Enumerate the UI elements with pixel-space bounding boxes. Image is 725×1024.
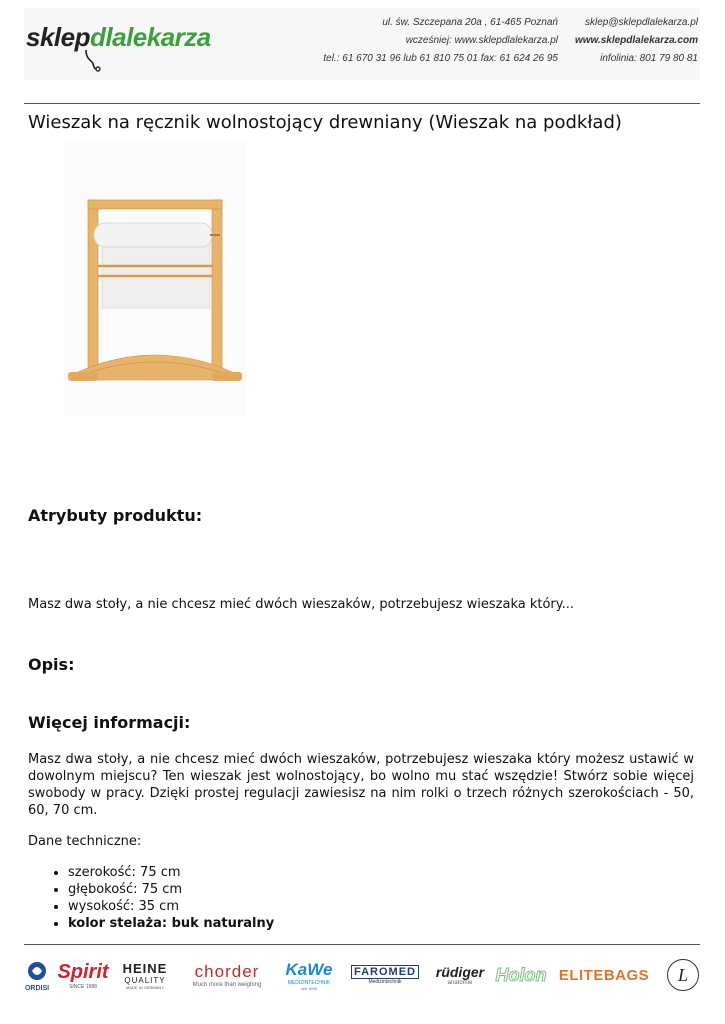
- more-info-heading: Więcej informacji:: [28, 713, 191, 732]
- website-link[interactable]: www.sklepdlalekarza.com: [574, 35, 698, 46]
- attributes-summary: Masz dwa stoły, a nie chcesz mieć dwóch wieszaków, potrzebujesz wieszaka który...: [28, 597, 575, 612]
- page-header: [24, 8, 700, 80]
- brand-spirit[interactable]: [56, 950, 110, 1000]
- chorder-text: chorder: [194, 962, 260, 981]
- brand-logos-bar: [24, 950, 700, 1000]
- tech-specs-list: [48, 864, 274, 932]
- description-heading: Opis:: [28, 655, 75, 674]
- heine-sub2-text: MADE IN GERMANY: [125, 984, 164, 990]
- infoline-text: infolinia: 801 79 80 81: [600, 53, 698, 64]
- spirit-text: Spirit: [57, 960, 109, 983]
- contact-online-block: [575, 14, 698, 68]
- spirit-sub-text: SINCE 1988: [69, 983, 97, 990]
- faromed-text: FAROMED: [351, 965, 419, 979]
- heine-text: HEINE: [122, 960, 168, 976]
- kawe-sub-text: MEDIZINTECHNIK: [287, 979, 331, 986]
- brand-heine[interactable]: [118, 950, 172, 1000]
- spec-width: • szerokość: 75 cm: [68, 864, 274, 881]
- shop-logo[interactable]: [26, 22, 211, 53]
- l-seal-text: L: [677, 964, 688, 985]
- more-info-paragraph: Masz dwa stoły, a nie chcesz mieć dwóch wieszaków, potrzebujesz wieszaka który możesz ustawić w dowolnym miejscu? Ten wieszak jest wolnostojący, bo wolno mu stać wszędzie! Stwórz sobie więcej swobody w pracy. Dzięki prostej regulacji zawiesisz na nim rolki o trzech różnych szerokościach - 50, 60, 70 cm.: [28, 752, 694, 818]
- footer-divider: [24, 944, 700, 945]
- elitebags-text: ELITEBAGS: [558, 966, 650, 984]
- heine-sub-text: QUALITY: [124, 975, 166, 985]
- contact-address-block: [323, 14, 558, 68]
- brand-elitebags[interactable]: [554, 950, 654, 1000]
- brand-faromed[interactable]: [346, 950, 424, 1000]
- logo-text-skle: skle: [26, 22, 75, 52]
- ordisi-text: ORDISI: [24, 984, 50, 992]
- brand-kawe[interactable]: [282, 950, 336, 1000]
- header-divider: [24, 103, 700, 104]
- email-link[interactable]: sklep@sklepdlalekarza.pl: [585, 17, 698, 28]
- brand-chorder[interactable]: [182, 950, 272, 1000]
- brand-l-seal[interactable]: [666, 950, 700, 1000]
- brand-holon[interactable]: [496, 950, 546, 1000]
- brand-rudiger[interactable]: [434, 950, 486, 1000]
- rudiger-sub-text: anatomie: [447, 980, 473, 986]
- product-image: [64, 140, 246, 416]
- tech-data-label: Dane techniczne:: [28, 834, 142, 849]
- product-title: Wieszak na ręcznik wolnostojący drewniany (Wieszak na podkład): [28, 112, 622, 133]
- address-text: ul. św. Szczepana 20a , 61-465 Poznań: [382, 17, 558, 28]
- spec-color: • kolor stelaża: buk naturalny: [68, 915, 274, 932]
- kawe-text: KaWe: [285, 959, 333, 979]
- logo-text-p: p: [74, 22, 90, 52]
- chorder-sub-text: Much more than weighing: [192, 982, 262, 988]
- ordisi-logo-icon: [26, 959, 48, 985]
- logo-text-dla: dla: [90, 22, 127, 52]
- holon-text: Holon: [495, 964, 547, 985]
- phone-fax-text: tel.: 61 670 31 96 lub 61 810 75 01 fax: 61 624 26 95: [323, 53, 558, 64]
- logo-text-lekarza: lekarza: [126, 22, 211, 52]
- brand-ordisi[interactable]: [24, 950, 50, 1000]
- kawe-sub2-text: seit 1890: [300, 985, 318, 991]
- faromed-sub-text: Medizintechnik: [368, 979, 402, 985]
- attributes-heading: Atrybuty produktu:: [28, 506, 203, 525]
- spec-height: • wysokość: 35 cm: [68, 898, 274, 915]
- spec-depth: • głębokość: 75 cm: [68, 881, 274, 898]
- earlier-site-text: wcześniej: www.sklepdlalekarza.pl: [405, 35, 558, 46]
- stethoscope-icon: [80, 48, 104, 72]
- rudiger-text: rüdiger: [435, 964, 485, 980]
